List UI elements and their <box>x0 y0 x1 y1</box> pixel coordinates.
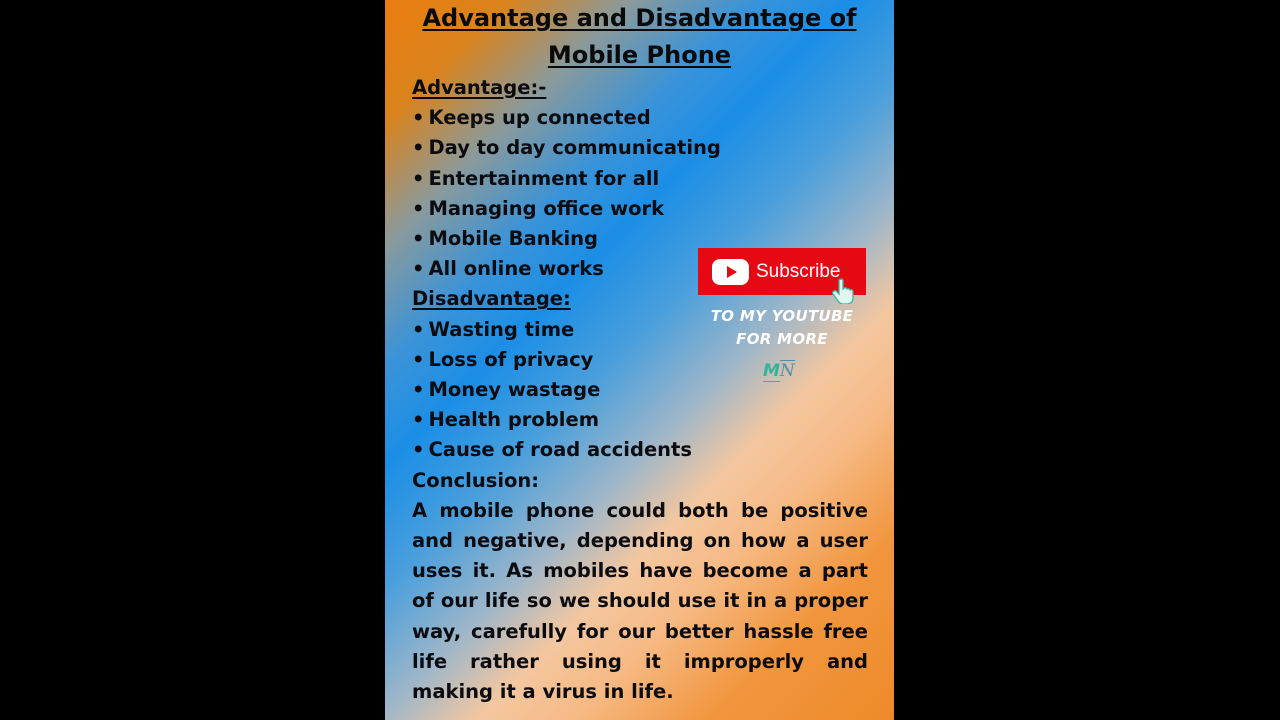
promo-text <box>698 305 866 351</box>
advantage-item: • All online works <box>412 257 604 281</box>
bullet-icon: • <box>412 136 425 160</box>
channel-logo <box>763 360 803 384</box>
promo-line-1: TO MY YOUTUBE <box>710 307 854 325</box>
advantage-item: • Entertainment for all <box>412 166 660 190</box>
bullet-icon: • <box>412 227 425 251</box>
page-title <box>385 0 894 74</box>
promo-line-2: FOR MORE <box>736 330 828 348</box>
infographic-panel <box>385 0 894 720</box>
advantage-item: • Mobile Banking <box>412 227 599 251</box>
youtube-play-icon <box>712 259 749 285</box>
logo-letter-n: N <box>779 361 795 381</box>
bullet-icon: • <box>412 378 425 402</box>
subscribe-label: Subscribe <box>756 260 841 282</box>
content-body <box>412 73 868 707</box>
advantage-heading: Advantage:- <box>412 76 547 99</box>
advantage-item: • Managing office work <box>412 196 665 220</box>
bullet-icon: • <box>412 347 425 371</box>
bullet-icon: • <box>412 257 425 281</box>
bullet-icon: • <box>412 166 425 190</box>
title-line-1: Advantage and Disadvantage of <box>422 4 857 32</box>
disadvantage-item: • Health problem <box>412 408 600 432</box>
conclusion-text: A mobile phone could both be positive and negative, depending on how a user uses it. As mobiles have become a part of our life so we should use it in a proper way, carefully for our better hassle free life rather using it improperly and making it a virus in life. <box>412 498 868 704</box>
disadvantage-item: • Cause of road accidents <box>412 438 692 462</box>
bullet-icon: • <box>412 106 425 130</box>
bullet-icon: • <box>412 196 425 220</box>
disadvantage-item: • Wasting time <box>412 317 575 341</box>
conclusion-heading: Conclusion: <box>412 468 540 492</box>
logo-letter-m: M <box>763 361 780 381</box>
disadvantage-item: • Loss of privacy <box>412 347 594 371</box>
bullet-icon: • <box>412 317 425 341</box>
disadvantage-heading: Disadvantage: <box>412 287 571 311</box>
bullet-icon: • <box>412 438 425 462</box>
advantage-item: • Keeps up connected <box>412 106 651 130</box>
advantage-item: • Day to day communicating <box>412 136 721 160</box>
hand-pointer-icon <box>832 278 854 304</box>
title-line-2: Mobile Phone <box>547 41 732 69</box>
bullet-icon: • <box>412 408 425 432</box>
disadvantage-item: • Money wastage <box>412 378 601 402</box>
